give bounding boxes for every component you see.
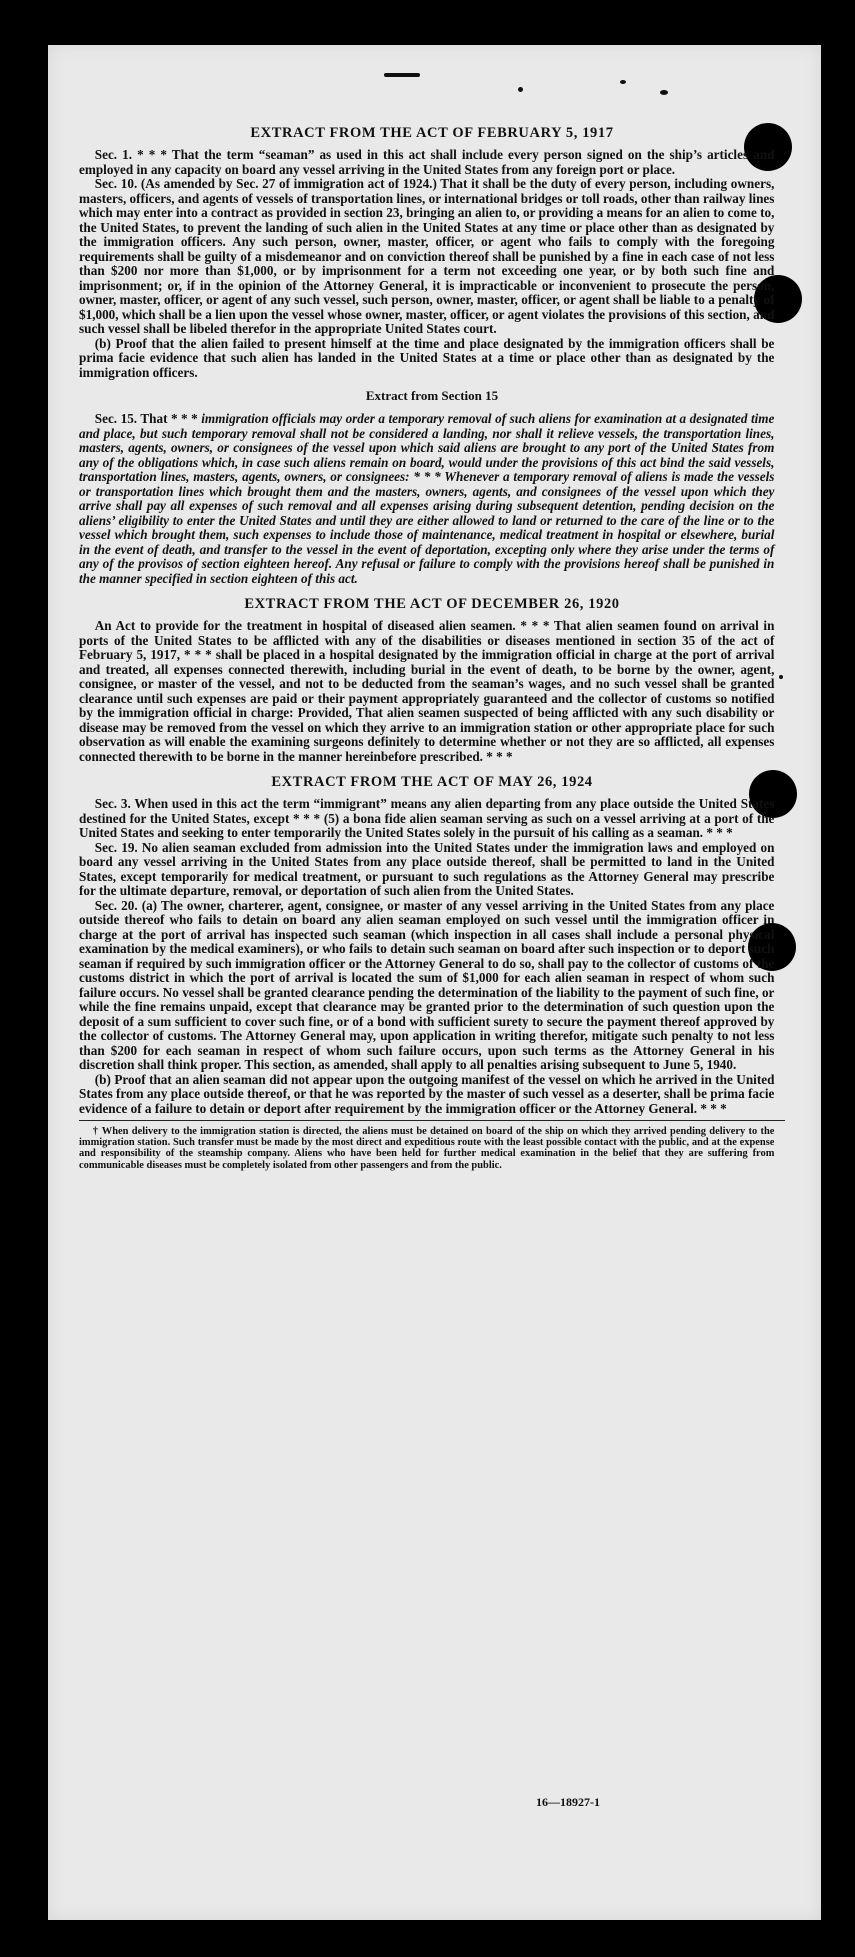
paragraph-sec-10-b: (b) Proof that the alien failed to present himself at the time and place designated by the immigration officers shall be prima facie evidence that such alien has landed in the United States at a time or place other than as designated by the immigration officers. (79, 335, 775, 380)
footnote-divider (79, 1120, 785, 1121)
document-page (48, 45, 821, 1920)
heading-act-1917: EXTRACT FROM THE ACT OF FEBRUARY 5, 1917 (250, 125, 614, 141)
heading-act-1920: EXTRACT FROM THE ACT OF DECEMBER 26, 1920 (244, 596, 620, 612)
paragraph-sec-19: Sec. 19. No alien seaman excluded from admission into the United States under the immigration laws and employed on board any vessel arriving in the United States from any place outside thereof, shall be permitted to land in the United States, except temporarily for medical treatment, or pursuant to such regulations as the Attorney General may prescribe for the ultimate departure, removal, or deportation of such alien from the United States. (79, 839, 775, 898)
paragraph-sec-1: Sec. 1. * * * That the term “seaman” as used in this act shall include every person signed on the ship’s articles and employed in any capacity on board any vessel arriving in the United States from any foreign port or place. (79, 147, 775, 177)
heading-section-15: Extract from Section 15 (365, 388, 499, 403)
footnote: † When delivery to the immigration station is directed, the aliens must be detained on board of the ship on which they arrived pending delivery to the immigration station. Such transfer must be made by the most direct and expeditious route with the least possible contact with the public, and at the expense and responsibility of the steamship company. Aliens who have been held for further medical examination in the belief that they are suffering from communicable diseases must be completely isolated from other passengers and from the public. (79, 1126, 775, 1171)
scan-speck (620, 80, 626, 84)
scan-speck (384, 73, 420, 77)
paragraph-sec-15 (79, 412, 774, 586)
paragraph-sec-20-a: Sec. 20. (a) The owner, charterer, agent, consignee, or master of any vessel arriving in the United States from any place outside thereof who fails to detain on board any alien seaman employed on such vessel until the immigration officer in charge at the port of arrival has inspected such seaman (which inspection in all cases shall include a personal physical examination by the medical examiners), or who fails to detain such seaman on board after such inspection or to deport such seaman if required by such immigration officer or the Attorney General to do so, shall pay to the collector of customs of the customs district in which the port of arrival is located the sum of $1,000 for each alien seaman in respect of whom such failure occurs. No vessel shall be granted clearance pending the determination of the liability to the payment of such fine, or while the fine remains unpaid, except that clearance may be granted prior to the determination of such question upon the deposit of a sum sufficient to cover such fine, or of a bond with sufficient surety to secure the payment thereof approved by the collector of customs. The Attorney General may, upon application in writing therefor, mitigate such penalty to not less than $200 for each seaman in respect of whom such failure occurs, upon such terms as the Attorney General in his discretion shall think proper. This section, as amended, shall apply to all penalties arising subsequent to June 5, 1940. (79, 897, 775, 1072)
document-body (79, 125, 785, 1171)
paragraph-sec-20-b: (b) Proof that an alien seaman did not appear upon the outgoing manifest of the vessel on which he arrived in the United States from any place outside thereof, or that he was reported by the master of such vessel as a deserter, shall be prima facie evidence of a failure to detain or deport after requirement by the immigration officer or the Attorney General. * * * (79, 1071, 775, 1116)
sec-15-italic-text: immigration officials may order a temporary removal of such aliens for examination at a designated time and place, but such temporary removal shall not be considered a landing, nor shall it relieve vessels, the transportation lines, masters, agents, owners, or consignees of the vessel upon which said aliens are brought to any port of the United States from any of the obligations which, in case such aliens remain on board, would under the provisions of this act bind the said vessels, transportation lines, masters, agents, owners, or consignees: * * * Whenever a temporary removal of aliens is made the vessels or transportation lines which brought them and the masters, owners, agents, and consignees of the vessel upon which they arrive shall pay all expenses of such removal and all expenses arising during subsequent detention, pending decision on the aliens’ eligibility to enter the United States and until they are either allowed to land or returned to the care of the line or to the vessel which brought them, such expenses to include those of maintenance, medical treatment in hospital or elsewhere, burial in the event of death, and transfer to the vessel in the event of deportation, excepting only where they arise under the terms of any of the provisos of section eighteen hereof. Any refusal or failure to comply with the provisions hereof shall be punished in the manner specified in section eighteen of this act. (79, 411, 775, 586)
form-number: 16—18927-1 (536, 1795, 600, 1809)
heading-act-1924: EXTRACT FROM THE ACT OF MAY 26, 1924 (271, 774, 593, 790)
scan-speck (660, 90, 668, 95)
scan-speck (518, 87, 523, 92)
paragraph-sec-3: Sec. 3. When used in this act the term “immigrant” means any alien departing from any place outside the United States destined for the United States, except * * * (5) a bona fide alien seaman serving as such on a vessel arriving at a port of the United States and seeking to enter temporarily the United States solely in the pursuit of his calling as a seaman. * * * (79, 796, 775, 840)
paragraph-sec-10: Sec. 10. (As amended by Sec. 27 of immigration act of 1924.) That it shall be the duty of every person, including owners, masters, officers, and agents of vessels of transportation lines, or international bridges or toll roads, other than railway lines which may enter into a contract as provided in section 23, bringing an alien to, or providing a means for an alien to come to, the United States, to prevent the landing of such alien in the United States at any time or place other than as designated by the immigration officers. Any such person, owner, master, officer, or agent who fails to comply with the foregoing requirements shall be guilty of a misdemeanor and on conviction thereof shall be punished by a fine in each case of not less than $200 nor more than $1,000, or by imprisonment for a term not exceeding one year, or by both such fine and imprisonment; or, if in the opinion of the Attorney General, it is impracticable or inconvenient to prosecute the person, owner, master, officer, or agent of any such vessel, such person, owner, master, officer, or agent shall be liable to a penalty of $1,000, which shall be a lien upon the vessel whose owner, master, officer, or agent violates the provisions of this section, and such vessel shall be libeled therefor in the appropriate United States court. (79, 176, 775, 336)
sec-15-lead: Sec. 15. That * * * (94, 411, 202, 426)
paragraph-act-1920: An Act to provide for the treatment in hospital of diseased alien seamen. * * * That alien seamen found on arrival in ports of the United States to be afflicted with any of the disabilities or diseases mentioned in section 35 of the act of February 5, 1917, * * * shall be placed in a hospital designated by the immigration official in charge at the port of arrival and treated, all expenses connected therewith, including burial in the event of death, to be borne by the owner, agent, consignee, or master of the vessel, and not to be deducted from the seaman’s wages, and no such vessel shall be granted clearance until such expenses are paid or their payment appropriately guaranteed and the collector of customs so notified by the immigration official in charge: Provided, That alien seamen suspected of being afflicted with any such disability or disease may be removed from the vessel on which they arrive to an immigration station or other appropriate place for such observation as will enable the examining surgeons definitely to determine whether or not they are so afflicted, all expenses connected therewith to be borne in the manner hereinbefore prescribed. * * * (79, 618, 775, 764)
